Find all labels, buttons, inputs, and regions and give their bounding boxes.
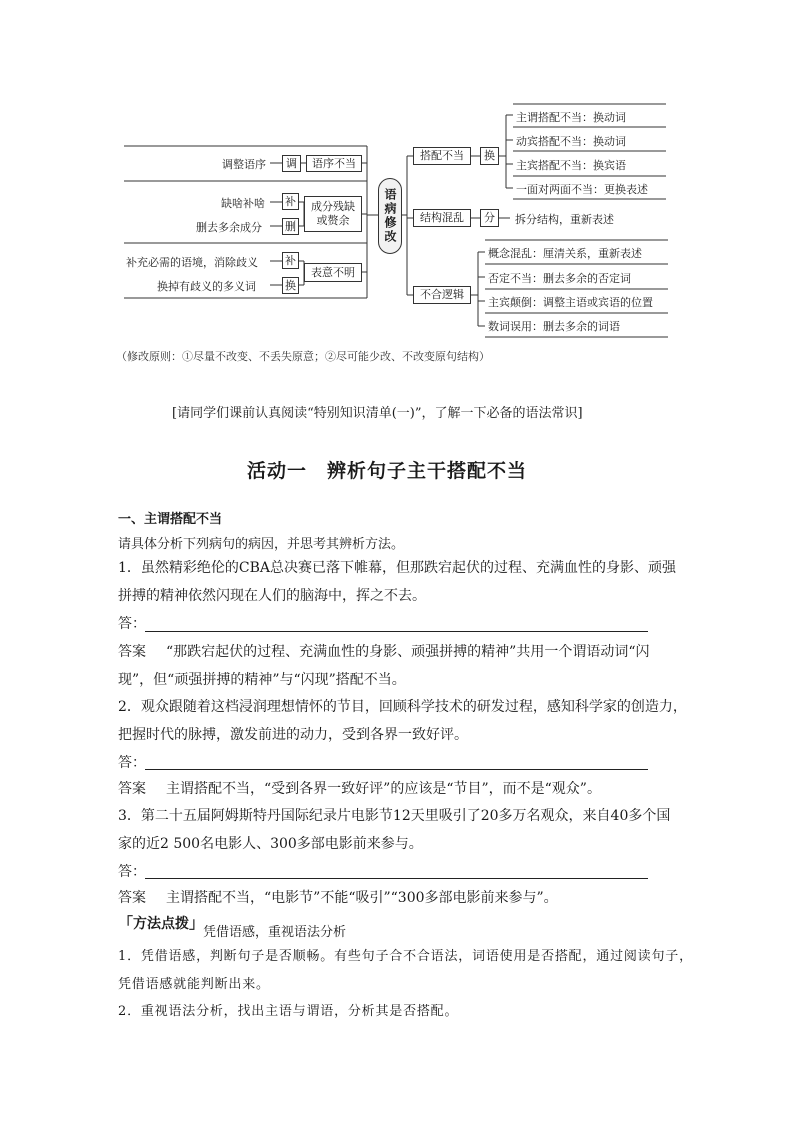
fill-label-2: 删去多余成分 — [196, 221, 262, 234]
q3-answer-label: 答案 — [118, 890, 146, 906]
method-heading: 凭借语感，重视语法分析 — [203, 925, 347, 940]
q2-line-2: 把握时代的脉搏，激发前进的动力，受到各界一致好评。 — [118, 727, 468, 743]
meaning-op-2: 换 — [282, 277, 299, 294]
q2-answer-line-1: 主谓搭配不当，“受到各界一致好评”的应该是“节目”，而不是“观众”。 — [166, 781, 601, 797]
page-title: 活动一 辨析句子主干搭配不当 — [247, 460, 528, 482]
mismatch-op: 换 — [480, 147, 499, 165]
mismatch-item-1: 主谓搭配不当：换动词 — [516, 111, 626, 124]
q3-answer-line[interactable] — [145, 878, 648, 879]
q2-line-1: 2．观众跟随着这档浸润理想情怀的节目，回顾科学技术的研发过程，感知科学家的创造力， — [118, 699, 687, 715]
mismatch-node: 搭配不当 — [413, 147, 471, 165]
q2-answer-prefix: 答： — [118, 755, 146, 771]
q1-answer-label: 答案 — [118, 644, 146, 660]
core-node: 语病修改 — [378, 178, 402, 254]
q3-line-2: 家的近2 500名电影人、300多部电影前来参与。 — [118, 836, 423, 852]
q1-line-1: 1．虽然精彩绝伦的CBA总决赛已落下帷幕，但那跌宕起伏的过程、充满血性的身影、顽强 — [118, 560, 677, 576]
meaning-label-1: 补充必需的语境，消除歧义 — [126, 256, 258, 269]
illogical-item-2: 否定不当：删去多余的否定词 — [488, 272, 631, 285]
q2-answer-line[interactable] — [145, 769, 648, 770]
reading-note: [请同学们课前认真阅读“特别知识清单(一)”，了解一下必备的语法常识] — [172, 406, 583, 421]
mismatch-item-2: 动宾搭配不当：换动词 — [516, 135, 626, 148]
q1-answer-line-1: “那跌宕起伏的过程、充满血性的身影、顽强拼搏的精神”共用一个谓语动词“闪 — [166, 644, 650, 660]
mixed-node: 结构混乱 — [413, 209, 471, 227]
q1-line-2: 拼搏的精神依然闪现在人们的脑海中，挥之不去。 — [118, 588, 426, 604]
fill-op-1: 补 — [282, 193, 299, 210]
method-tag-label: 方法点拨 — [133, 916, 190, 932]
illogical-node: 不合逻辑 — [413, 286, 471, 304]
instruction: 请具体分析下列病句的病因，并思考其辨析方法。 — [118, 537, 405, 552]
method-tag: 「方法点拨」 — [118, 914, 205, 932]
adjust-result: 语序不当 — [306, 155, 362, 172]
method-point-1: 1．凭借语感，判断句子是否顺畅。有些句子合不合语法，词语使用是否搭配，通过阅读句子， — [118, 949, 693, 964]
q1-answer-line-2: 现”，但“顽强拼搏的精神”与“闪现”搭配不当。 — [118, 672, 406, 688]
fill-result: 成分残缺或赘余 — [304, 196, 362, 232]
q1-answer-line[interactable] — [145, 631, 648, 632]
adjust-op: 调 — [282, 155, 301, 172]
method-point-2: 2．重视语法分析，找出主语与谓语，分析其是否搭配。 — [118, 1004, 459, 1019]
fill-label-1: 缺啥补啥 — [221, 197, 265, 210]
fill-op-2: 删 — [282, 218, 299, 235]
mixed-op: 分 — [480, 209, 499, 227]
method-point-1b: 凭借语感就能判断出来。 — [118, 977, 270, 992]
section-heading: 一、主谓搭配不当 — [118, 512, 223, 527]
mismatch-item-3: 主宾搭配不当：换宾语 — [516, 159, 626, 172]
meaning-label-2: 换掉有歧义的多义词 — [157, 280, 256, 293]
q1-answer-prefix: 答： — [118, 616, 146, 632]
principle-note: （修改原则：①尽量不改变、不丢失原意；②尽可能少改、不改变原句结构） — [116, 350, 490, 363]
q3-answer-line-1: 主谓搭配不当，“电影节”不能“吸引”“300多部电影前来参与”。 — [166, 890, 558, 906]
illogical-item-3: 主宾颠倒：调整主语或宾语的位置 — [488, 296, 653, 309]
q2-answer-label: 答案 — [118, 781, 146, 797]
grammar-mind-map-lines — [0, 0, 794, 345]
q3-line-1: 3．第二十五届阿姆斯特丹国际纪录片电影节12天里吸引了20多万名观众，来自40多个国 — [118, 808, 671, 824]
mismatch-item-4: 一面对两面不当：更换表述 — [516, 183, 648, 196]
meaning-op-1: 补 — [282, 252, 299, 269]
illogical-item-1: 概念混乱：厘清关系，重新表述 — [488, 247, 642, 260]
mixed-result: 拆分结构，重新表述 — [515, 213, 614, 226]
adjust-label: 调整语序 — [222, 158, 266, 171]
illogical-item-4: 数词误用：删去多余的词语 — [488, 320, 620, 333]
meaning-result: 表意不明 — [304, 263, 362, 282]
q3-answer-prefix: 答： — [118, 864, 146, 880]
